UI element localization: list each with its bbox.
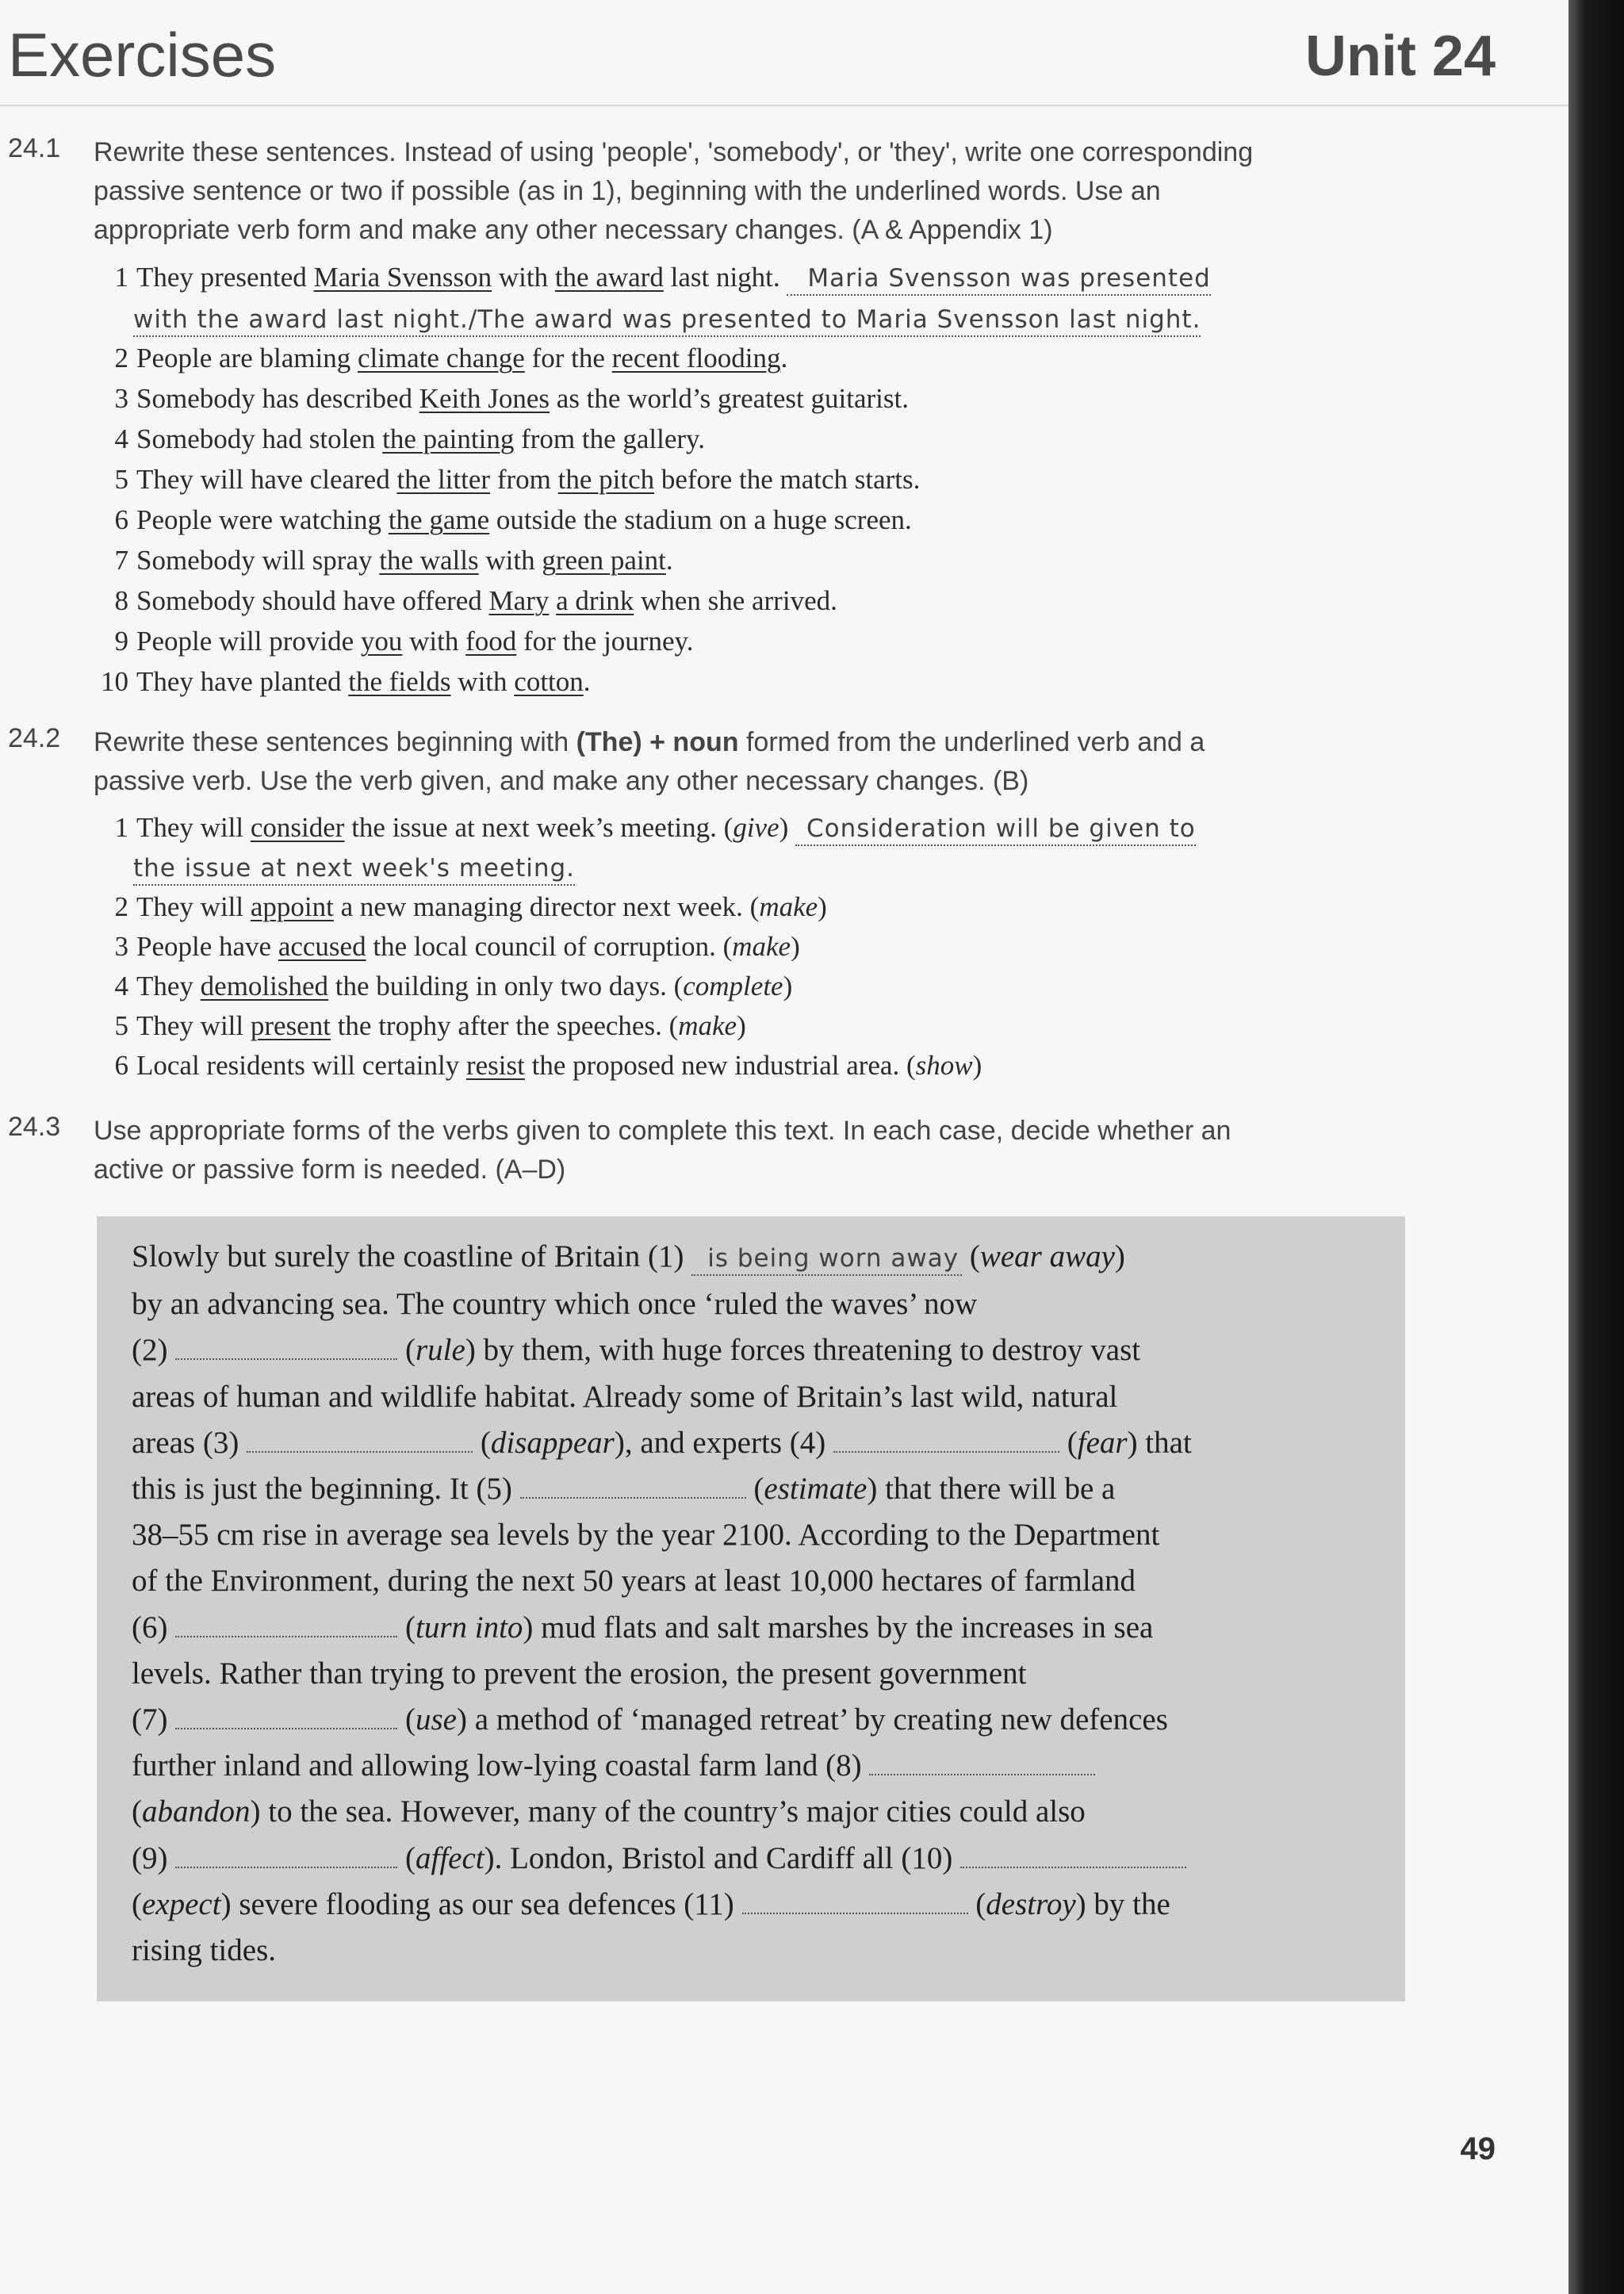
exercise-item: 1 They will consider the issue at next week’s meeting. (give) Consideration will be given to [94,807,1196,849]
answer-blank-4[interactable] [833,1427,1059,1453]
page-title: Exercises [8,20,277,90]
instruction-line: passive sentence or two if possible (as in 1), beginning with the underlined words. Use an [94,176,1161,206]
exercise-instructions [94,133,1410,250]
instruction-line: appropriate verb form and make any other necessary changes. (A & Appendix 1) [94,215,1053,245]
exercise-number: 24.3 [8,1112,61,1142]
exercise-instructions [94,723,1410,801]
instruction-line: passive verb. Use the verb given, and make any other necessary changes. (B) [94,766,1029,796]
answer-blank-2[interactable] [175,1335,397,1360]
answer-blank-10[interactable] [960,1843,1186,1868]
exercise-item: 3 People have accused the local council of corruption. (make) [114,931,800,962]
exercise-item: 6 Local residents will certainly resist the proposed new industrial area. (show) [114,1050,982,1081]
unit-label: Unit 24 [1304,25,1496,88]
instruction-line: Rewrite these sentences. Instead of using 'people', 'somebody', or 'they', write one corresponding [94,137,1254,167]
page-number: 49 [1460,2131,1496,2166]
exercise-item: 2 They will appoint a new managing director next week. (make) [114,891,827,922]
answer-blank-3[interactable] [247,1427,473,1453]
book-spine-shadow [1568,0,1624,2294]
exercise-item: 4 They demolished the building in only two days. (complete) [114,971,793,1001]
exercise-item: 7 Somebody will spray the walls with green paint. [114,545,673,576]
answer-blank-11[interactable] [742,1889,968,1914]
exercise-item: 5 They will have cleared the litter from the pitch before the match starts. [114,464,921,495]
instruction-line: Use appropriate forms of the verbs given to complete this text. In each case, decide whether an [94,1116,1231,1146]
answer-blank-9[interactable] [175,1843,397,1868]
answer-line: Consideration will be given to [795,814,1196,846]
answer-blank-6[interactable] [175,1612,397,1637]
answer-blank-1[interactable]: is being worn away [691,1244,962,1276]
exercise-instructions [94,1112,1410,1189]
answer-continuation [133,298,1201,340]
exercise-item: 10 They have planted the fields with cotton. [101,666,591,697]
answer-blank-5[interactable] [520,1473,746,1499]
instruction-line: Rewrite these sentences beginning with (The) + noun formed from the underlined verb and a [94,727,1205,757]
header-divider [0,105,1568,106]
answer-line: with the award last night./The award was presented to Maria Svensson last night. [133,305,1201,337]
exercise-number: 24.1 [8,133,61,163]
exercise-item: 8 Somebody should have offered Mary a drink when she arrived. [114,585,837,616]
answer-line: the issue at next week's meeting. [133,854,575,886]
answer-blank-8[interactable] [869,1750,1095,1775]
answer-blank-7[interactable] [175,1704,397,1729]
instruction-line: active or passive form is needed. (A–D) [94,1155,566,1185]
exercise-number: 24.2 [8,723,61,753]
exercise-item: 6 People were watching the game outside the stadium on a huge screen. [114,504,912,535]
answer-continuation [133,847,575,889]
gap-fill-text: Slowly but surely the coastline of Britain (1) is being worn away (wear away) by an advancing sea. The country which once ‘ruled the waves’ now (2) (rule) by them, with huge forces threatening to destroy vast areas of human and wildlife habitat. Already some of Britain’s last wild, natural areas (3) (disappear), and experts (4) (fear) that this is just the beginning. It (5) (estimate) that there will be a 38–55 cm rise in average sea levels by the year 2100. According to the Department of the Environment, during the next 50 years at least 10,000 hectares of farmland (6) (turn into) mud flats and salt marshes by the increases in sea levels. Rather than trying to prevent the erosion, the present government (7) (use) a method of ‘managed retreat’ by creating new defences further inland and allowing low-lying coastal farm land (8) (abandon) to the sea. However, many of the country’s major cities could also (9) (affect). London, Bristol and Cardiff all (10) (expect) severe flooding as our sea defences (11) (destroy) by the rising tides. [132,1239,1192,1968]
exercise-item: 5 They will present the trophy after the speeches. (make) [114,1010,746,1041]
exercise-item: 9 People will provide you with food for the journey. [114,626,694,657]
exercise-item: 3 Somebody has described Keith Jones as the world’s greatest guitarist. [114,383,909,414]
exercise-item: 1 They presented Maria Svensson with the award last night. Maria Svensson was presented [94,257,1211,299]
exercise-item: 4 Somebody had stolen the painting from the gallery. [114,423,706,454]
exercise-item: 2 People are blaming climate change for the recent flooding. [114,343,788,373]
answer-line: Maria Svensson was presented [787,264,1210,296]
